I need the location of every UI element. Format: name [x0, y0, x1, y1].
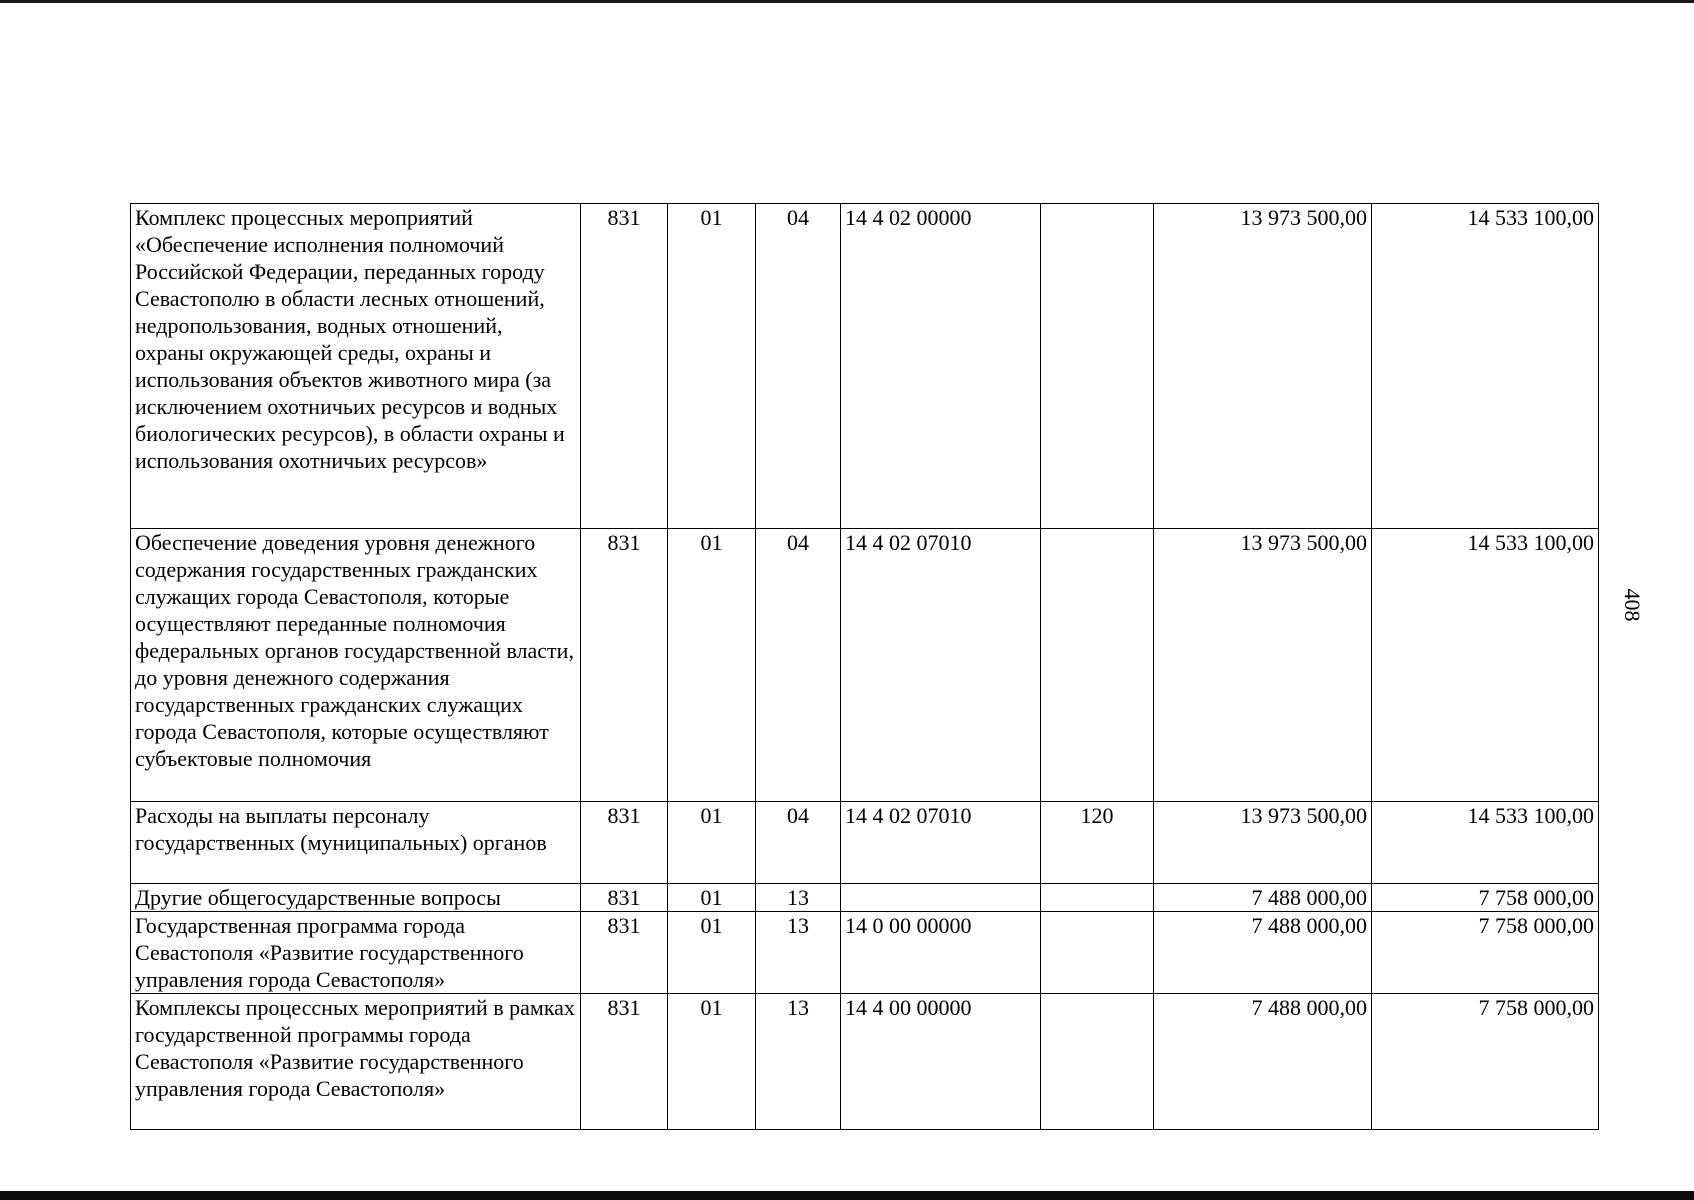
row-name-cell: Комплекс процессных мероприятий «Обеспечение исполнения полномочий Российской Федерации, переданных городу Севастополю в области лесных отношений, недропользования, водных отношений, охраны окружающей среды, охраны и использования объектов животного мира (за исключением охотничьих ресурсов и водных биологических ресурсов), в области охраны и использования охотничьих ресурсов»: [131, 204, 581, 529]
amount-year2-cell: 14 533 100,00: [1372, 802, 1599, 884]
table-row: [131, 802, 1599, 884]
section-code-cell: 01: [668, 802, 756, 884]
table-row: [131, 204, 1599, 529]
grbs-code-cell: 831: [581, 994, 668, 1130]
amount-year2-cell: 7 758 000,00: [1372, 884, 1599, 912]
grbs-code-cell: 831: [581, 884, 668, 912]
grbs-code-cell: 831: [581, 912, 668, 994]
amount-year2-cell: 14 533 100,00: [1372, 529, 1599, 802]
grbs-code-cell: 831: [581, 802, 668, 884]
subsection-code-cell: 04: [756, 529, 841, 802]
target-article-cell: 14 4 02 00000: [841, 204, 1041, 529]
amount-year1-cell: 13 973 500,00: [1154, 802, 1372, 884]
table-row: [131, 884, 1599, 912]
section-code-cell: 01: [668, 204, 756, 529]
subsection-code-cell: 13: [756, 884, 841, 912]
subsection-code-cell: 04: [756, 802, 841, 884]
page-number: 408: [1620, 588, 1645, 622]
amount-year2-cell: 7 758 000,00: [1372, 912, 1599, 994]
subsection-code-cell: 13: [756, 912, 841, 994]
expense-type-cell: [1041, 994, 1154, 1130]
row-name-cell: Обеспечение доведения уровня денежного содержания государственных гражданских служащих города Севастополя, которые осуществляют переданные полномочия федеральных органов государственной власти, до уровня денежного содержания государственных гражданских служащих города Севастополя, которые осуществляют субъектовые полномочия: [131, 529, 581, 802]
section-code-cell: 01: [668, 994, 756, 1130]
expense-type-cell: [1041, 204, 1154, 529]
grbs-code-cell: 831: [581, 204, 668, 529]
row-name-cell: Государственная программа города Севастополя «Развитие государственного управления города Севастополя»: [131, 912, 581, 994]
budget-table: [130, 203, 1599, 1130]
amount-year2-cell: 7 758 000,00: [1372, 994, 1599, 1130]
expense-type-cell: [1041, 912, 1154, 994]
table-row: [131, 994, 1599, 1130]
amount-year2-cell: 14 533 100,00: [1372, 204, 1599, 529]
expense-type-cell: [1041, 884, 1154, 912]
row-name-cell: Расходы на выплаты персоналу государственных (муниципальных) органов: [131, 802, 581, 884]
amount-year1-cell: 13 973 500,00: [1154, 204, 1372, 529]
subsection-code-cell: 04: [756, 204, 841, 529]
section-code-cell: 01: [668, 912, 756, 994]
target-article-cell: 14 0 00 00000: [841, 912, 1041, 994]
scan-bottom-border: [0, 1191, 1694, 1200]
table-row: [131, 912, 1599, 994]
target-article-cell: 14 4 02 07010: [841, 802, 1041, 884]
amount-year1-cell: 7 488 000,00: [1154, 994, 1372, 1130]
amount-year1-cell: 7 488 000,00: [1154, 912, 1372, 994]
expense-type-cell: 120: [1041, 802, 1154, 884]
section-code-cell: 01: [668, 529, 756, 802]
section-code-cell: 01: [668, 884, 756, 912]
scan-top-border: [0, 0, 1694, 3]
amount-year1-cell: 7 488 000,00: [1154, 884, 1372, 912]
target-article-cell: [841, 884, 1041, 912]
grbs-code-cell: 831: [581, 529, 668, 802]
target-article-cell: 14 4 02 07010: [841, 529, 1041, 802]
target-article-cell: 14 4 00 00000: [841, 994, 1041, 1130]
amount-year1-cell: 13 973 500,00: [1154, 529, 1372, 802]
subsection-code-cell: 13: [756, 994, 841, 1130]
row-name-cell: Комплексы процессных мероприятий в рамках государственной программы города Севастополя «Развитие государственного управления города Севастополя»: [131, 994, 581, 1130]
expense-type-cell: [1041, 529, 1154, 802]
table-row: [131, 529, 1599, 802]
row-name-cell: Другие общегосударственные вопросы: [131, 884, 581, 912]
